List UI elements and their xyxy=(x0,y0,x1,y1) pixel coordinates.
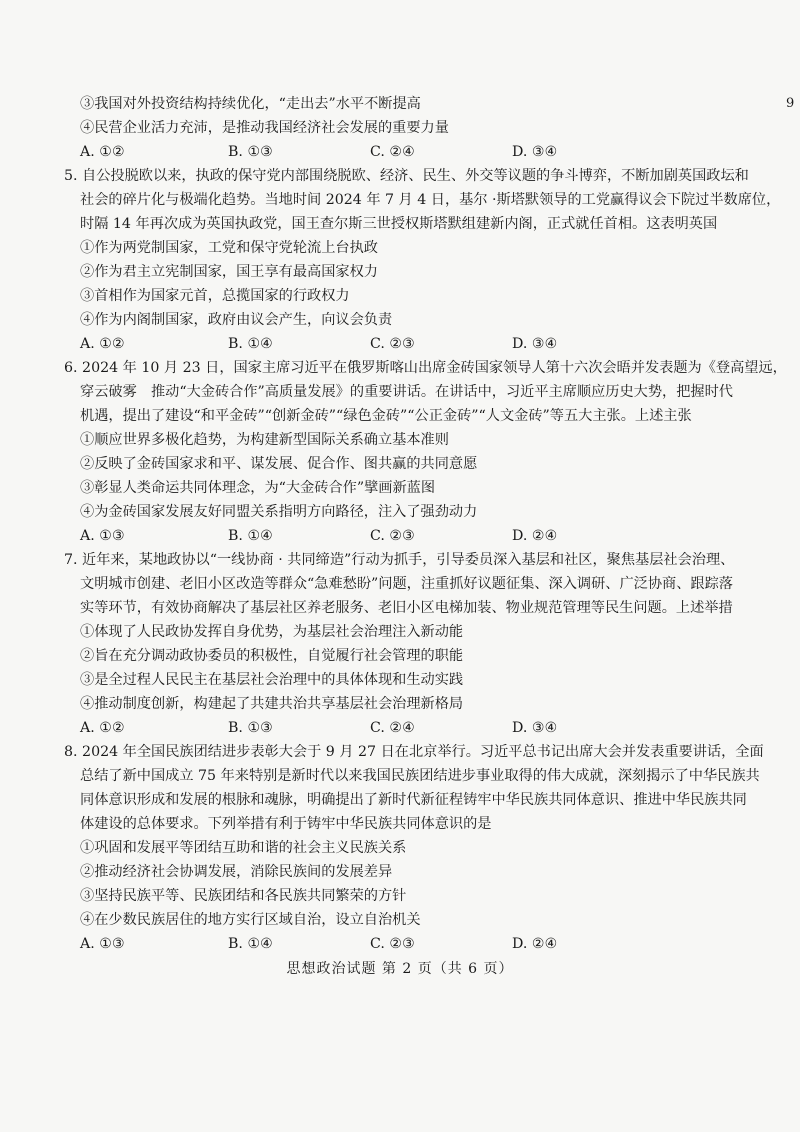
q5-options xyxy=(80,334,700,354)
option-a: A. ①② xyxy=(80,336,125,352)
q6-stem-line: 机遇，提出了建设“和平金砖”“创新金砖”“绿色金砖”“公正金砖”“人文金砖”等五大主张。上述主张 xyxy=(80,408,692,424)
q8-item-4: ④在少数民族居住的地方实行区域自治，设立自治机关 xyxy=(80,912,421,928)
option-b: B. ①③ xyxy=(228,144,273,160)
q5-stem-line: 5. 自公投脱欧以来，执政的保守党内部围绕脱欧、经济、民生、外交等议题的争斗博弈，不断加剧英国政坛和 xyxy=(64,168,749,184)
q5-item-4: ④作为内阁制国家，政府由议会产生，向议会负责 xyxy=(80,312,393,328)
q8-item-1: ①巩固和发展平等团结互助和谐的社会主义民族关系 xyxy=(80,840,407,856)
q4-item-4: ④民营企业活力充沛，是推动我国经济社会发展的重要力量 xyxy=(80,120,449,136)
q8-item-2: ②推动经济社会协调发展，消除民族间的发展差异 xyxy=(80,864,393,880)
q6-stem-line: 穿云破雾 推动“大金砖合作”高质量发展》的重要讲话。在讲话中，习近平主席顺应历史大势，把握时代 xyxy=(80,384,733,400)
q7-item-1: ①体现了人民政协发挥自身优势，为基层社会治理注入新动能 xyxy=(80,624,464,640)
option-d: D. ③④ xyxy=(512,144,558,160)
q7-stem-line: 实等环节，有效协商解决了基层社区养老服务、老旧小区电梯加装、物业规范管理等民生问题。上述举措 xyxy=(80,600,733,616)
q5-stem-line: 时隔 14 年再次成为英国执政党，国王查尔斯三世授权斯塔默组建新内阁，正式就任首相。这表明英国 xyxy=(80,216,718,232)
option-c: C. ②④ xyxy=(370,720,415,736)
option-a: A. ①③ xyxy=(80,936,125,952)
q5-item-3: ③首相作为国家元首，总揽国家的行政权力 xyxy=(80,288,350,304)
option-d: D. ③④ xyxy=(512,336,558,352)
q6-item-1: ①顺应世界多极化趋势，为构建新型国际关系确立基本准则 xyxy=(80,432,449,448)
q6-stem-line: 6. 2024 年 10 月 23 日，国家主席习近平在俄罗斯喀山出席金砖国家领导人第十六次会晤并发表题为《登高望远， xyxy=(64,360,787,376)
option-b: B. ①④ xyxy=(228,528,273,544)
option-d: D. ②④ xyxy=(512,528,558,544)
q7-stem-line: 文明城市创建、老旧小区改造等群众“急难愁盼”问题，注重抓好议题征集、深入调研、广泛协商、跟踪落 xyxy=(80,576,733,592)
q7-item-2: ②旨在充分调动政协委员的积极性，自觉履行社会管理的职能 xyxy=(80,648,464,664)
option-c: C. ②③ xyxy=(370,528,415,544)
q8-stem-line: 体建设的总体要求。下列举措有利于铸牢中华民族共同体意识的是 xyxy=(80,816,492,832)
page-footer: 思想政治试题 第 2 页（共 6 页） xyxy=(286,961,514,977)
option-a: A. ①③ xyxy=(80,528,125,544)
q6-item-4: ④为金砖国家发展友好同盟关系指明方向路径，注入了强劲动力 xyxy=(80,504,478,520)
q7-item-4: ④推动制度创新，构建起了共建共治共享基层社会治理新格局 xyxy=(80,696,464,712)
option-a: A. ①② xyxy=(80,144,125,160)
q7-stem-line: 7. 近年来，某地政协以“一线协商 · 共同缔造”行动为抓手，引导委员深入基层和社区，聚焦基层社会治理、 xyxy=(64,552,735,568)
q6-item-3: ③彰显人类命运共同体理念，为“大金砖合作”擘画新蓝图 xyxy=(80,480,436,496)
q6-options xyxy=(80,526,700,546)
option-c: C. ②③ xyxy=(370,336,415,352)
edge-mark: 9 xyxy=(786,96,795,111)
q7-item-3: ③是全过程人民民主在基层社会治理中的具体体现和生动实践 xyxy=(80,672,464,688)
q4-item-3: ③我国对外投资结构持续优化，“走出去”水平不断提高 xyxy=(80,96,421,112)
option-c: C. ②④ xyxy=(370,144,415,160)
q8-stem-line: 8. 2024 年全国民族团结进步表彰大会于 9 月 27 日在北京举行。习近平总书记出席大会并发表重要讲话，全面 xyxy=(64,744,764,760)
option-c: C. ②③ xyxy=(370,936,415,952)
option-a: A. ①② xyxy=(80,720,125,736)
q8-options xyxy=(80,934,700,954)
q8-stem-line: 总结了新中国成立 75 年来特别是新时代以来我国民族团结进步事业取得的伟大成就，深刻揭示了中华民族共 xyxy=(80,768,760,784)
q8-item-3: ③坚持民族平等、民族团结和各民族共同繁荣的方针 xyxy=(80,888,407,904)
q5-stem-line: 社会的碎片化与极端化趋势。当地时间 2024 年 7 月 4 日，基尔 ·斯塔默领导的工党赢得议会下院过半数席位， xyxy=(80,192,781,208)
q8-stem-line: 同体意识形成和发展的根脉和魂脉，明确提出了新时代新征程铸牢中华民族共同体意识、推进中华民族共同 xyxy=(80,792,747,808)
q7-options xyxy=(80,718,700,738)
option-d: D. ③④ xyxy=(512,720,558,736)
option-d: D. ②④ xyxy=(512,936,558,952)
q5-item-1: ①作为两党制国家，工党和保守党轮流上台执政 xyxy=(80,240,378,256)
q6-item-2: ②反映了金砖国家求和平、谋发展、促合作、图共赢的共同意愿 xyxy=(80,456,478,472)
option-b: B. ①④ xyxy=(228,936,273,952)
option-b: B. ①③ xyxy=(228,720,273,736)
q5-item-2: ②作为君主立宪制国家，国王享有最高国家权力 xyxy=(80,264,378,280)
q4-options xyxy=(80,142,700,162)
option-b: B. ①④ xyxy=(228,336,273,352)
